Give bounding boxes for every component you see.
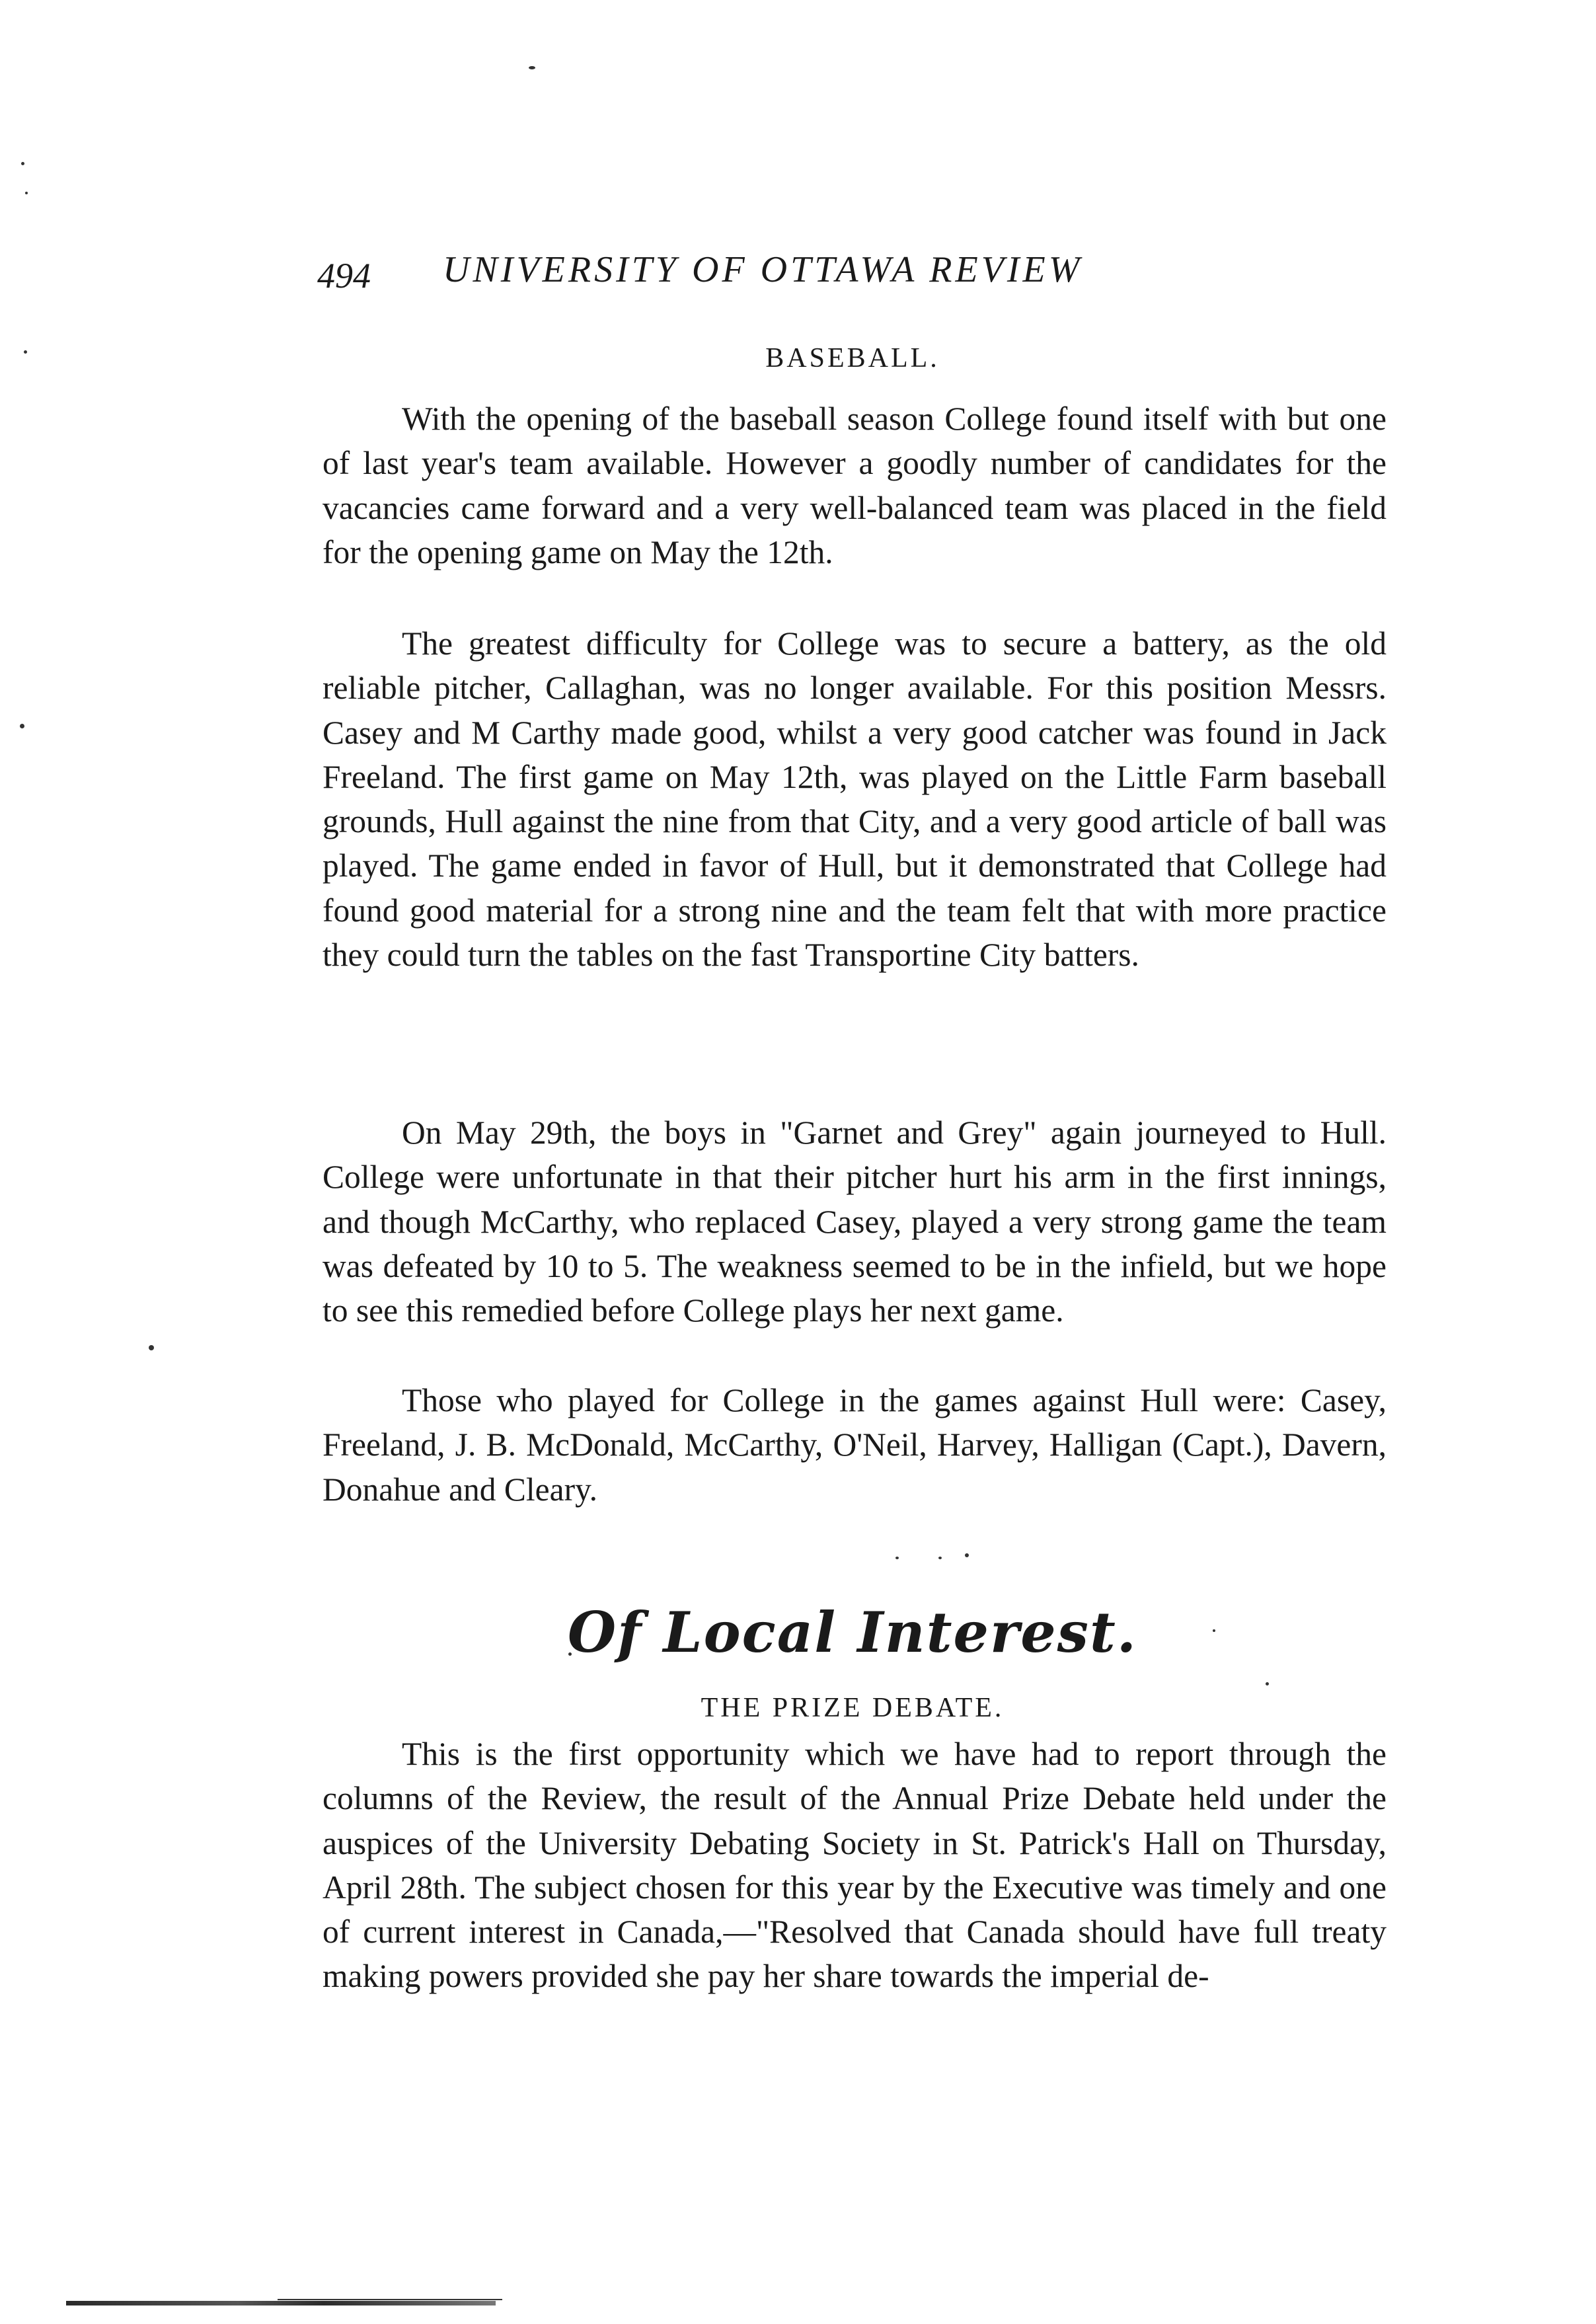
scan-speck: [20, 724, 24, 728]
subheading-prize-debate: THE PRIZE DEBATE.: [701, 1693, 1005, 1723]
paragraph: With the opening of the baseball season College found itself with but one of last year's team available. However a goodly number of candidates for the vacancies came forward and a very well-balanced team was placed in the field for the opening game on May the 12th.: [323, 401, 1387, 570]
section-title-local-interest: Of Local Interest.: [567, 1600, 1137, 1665]
scan-speck: [938, 1557, 942, 1559]
bottom-rule-thin: [278, 2299, 502, 2300]
page-number: 494: [317, 256, 371, 295]
scan-speck: [25, 192, 28, 194]
scan-speck: [21, 162, 24, 165]
bottom-rule: [66, 2301, 496, 2305]
running-title: UNIVERSITY OF OTTAWA REVIEW: [443, 249, 1083, 290]
scan-speck: [965, 1553, 969, 1557]
page-header: [317, 249, 1256, 301]
section-heading-baseball: BASEBALL.: [765, 343, 940, 373]
scan-speck: [1266, 1682, 1269, 1685]
paragraph: This is the first opportunity which we have had to report through the columns of the Review, the result of the Annual Prize Debate held under the auspices of the University Debating Society in St. Patrick's Hall on Thursday, April 28th. The subject chosen for this year by the Executive was timely and one of current interest in Canada,—"Resolved that Canada should have full treaty making powers provided she pay her share towards the imperial de-: [323, 1736, 1387, 1995]
scan-speck: [149, 1345, 154, 1350]
scan-speck: [529, 66, 535, 69]
paragraph: On May 29th, the boys in "Garnet and Grey" again journeyed to Hull. College were unfortunate in that their pitcher hurt his arm in the first innings, and though McCarthy, who replaced Casey, played a very strong game the team was defeated by 10 to 5. The weakness seemed to be in the infield, but we hope to see this remedied before College plays her next game.: [323, 1114, 1387, 1329]
scan-speck: [24, 350, 27, 354]
paragraph: Those who played for College in the games against Hull were: Casey, Freeland, J. B. McDonald, McCarthy, O'Neil, Harvey, Halligan (Capt.), Davern, Donahue and Cleary.: [323, 1382, 1387, 1508]
paragraph: The greatest difficulty for College was to secure a battery, as the old reliable pitcher, Callaghan, was no longer available. For this position Messrs. Casey and M Carthy made good, whilst a very good catcher was found in Jack Freeland. The first game on May 12th, was played on the Little Farm baseball grounds, Hull against the nine from that City, and a very good article of ball was played. The game ended in favor of Hull, but it demonstrated that College had found good material for a strong nine and the team felt that with more practice they could turn the tables on the fast Transportine City batters.: [323, 625, 1387, 974]
scan-speck: [895, 1557, 899, 1559]
